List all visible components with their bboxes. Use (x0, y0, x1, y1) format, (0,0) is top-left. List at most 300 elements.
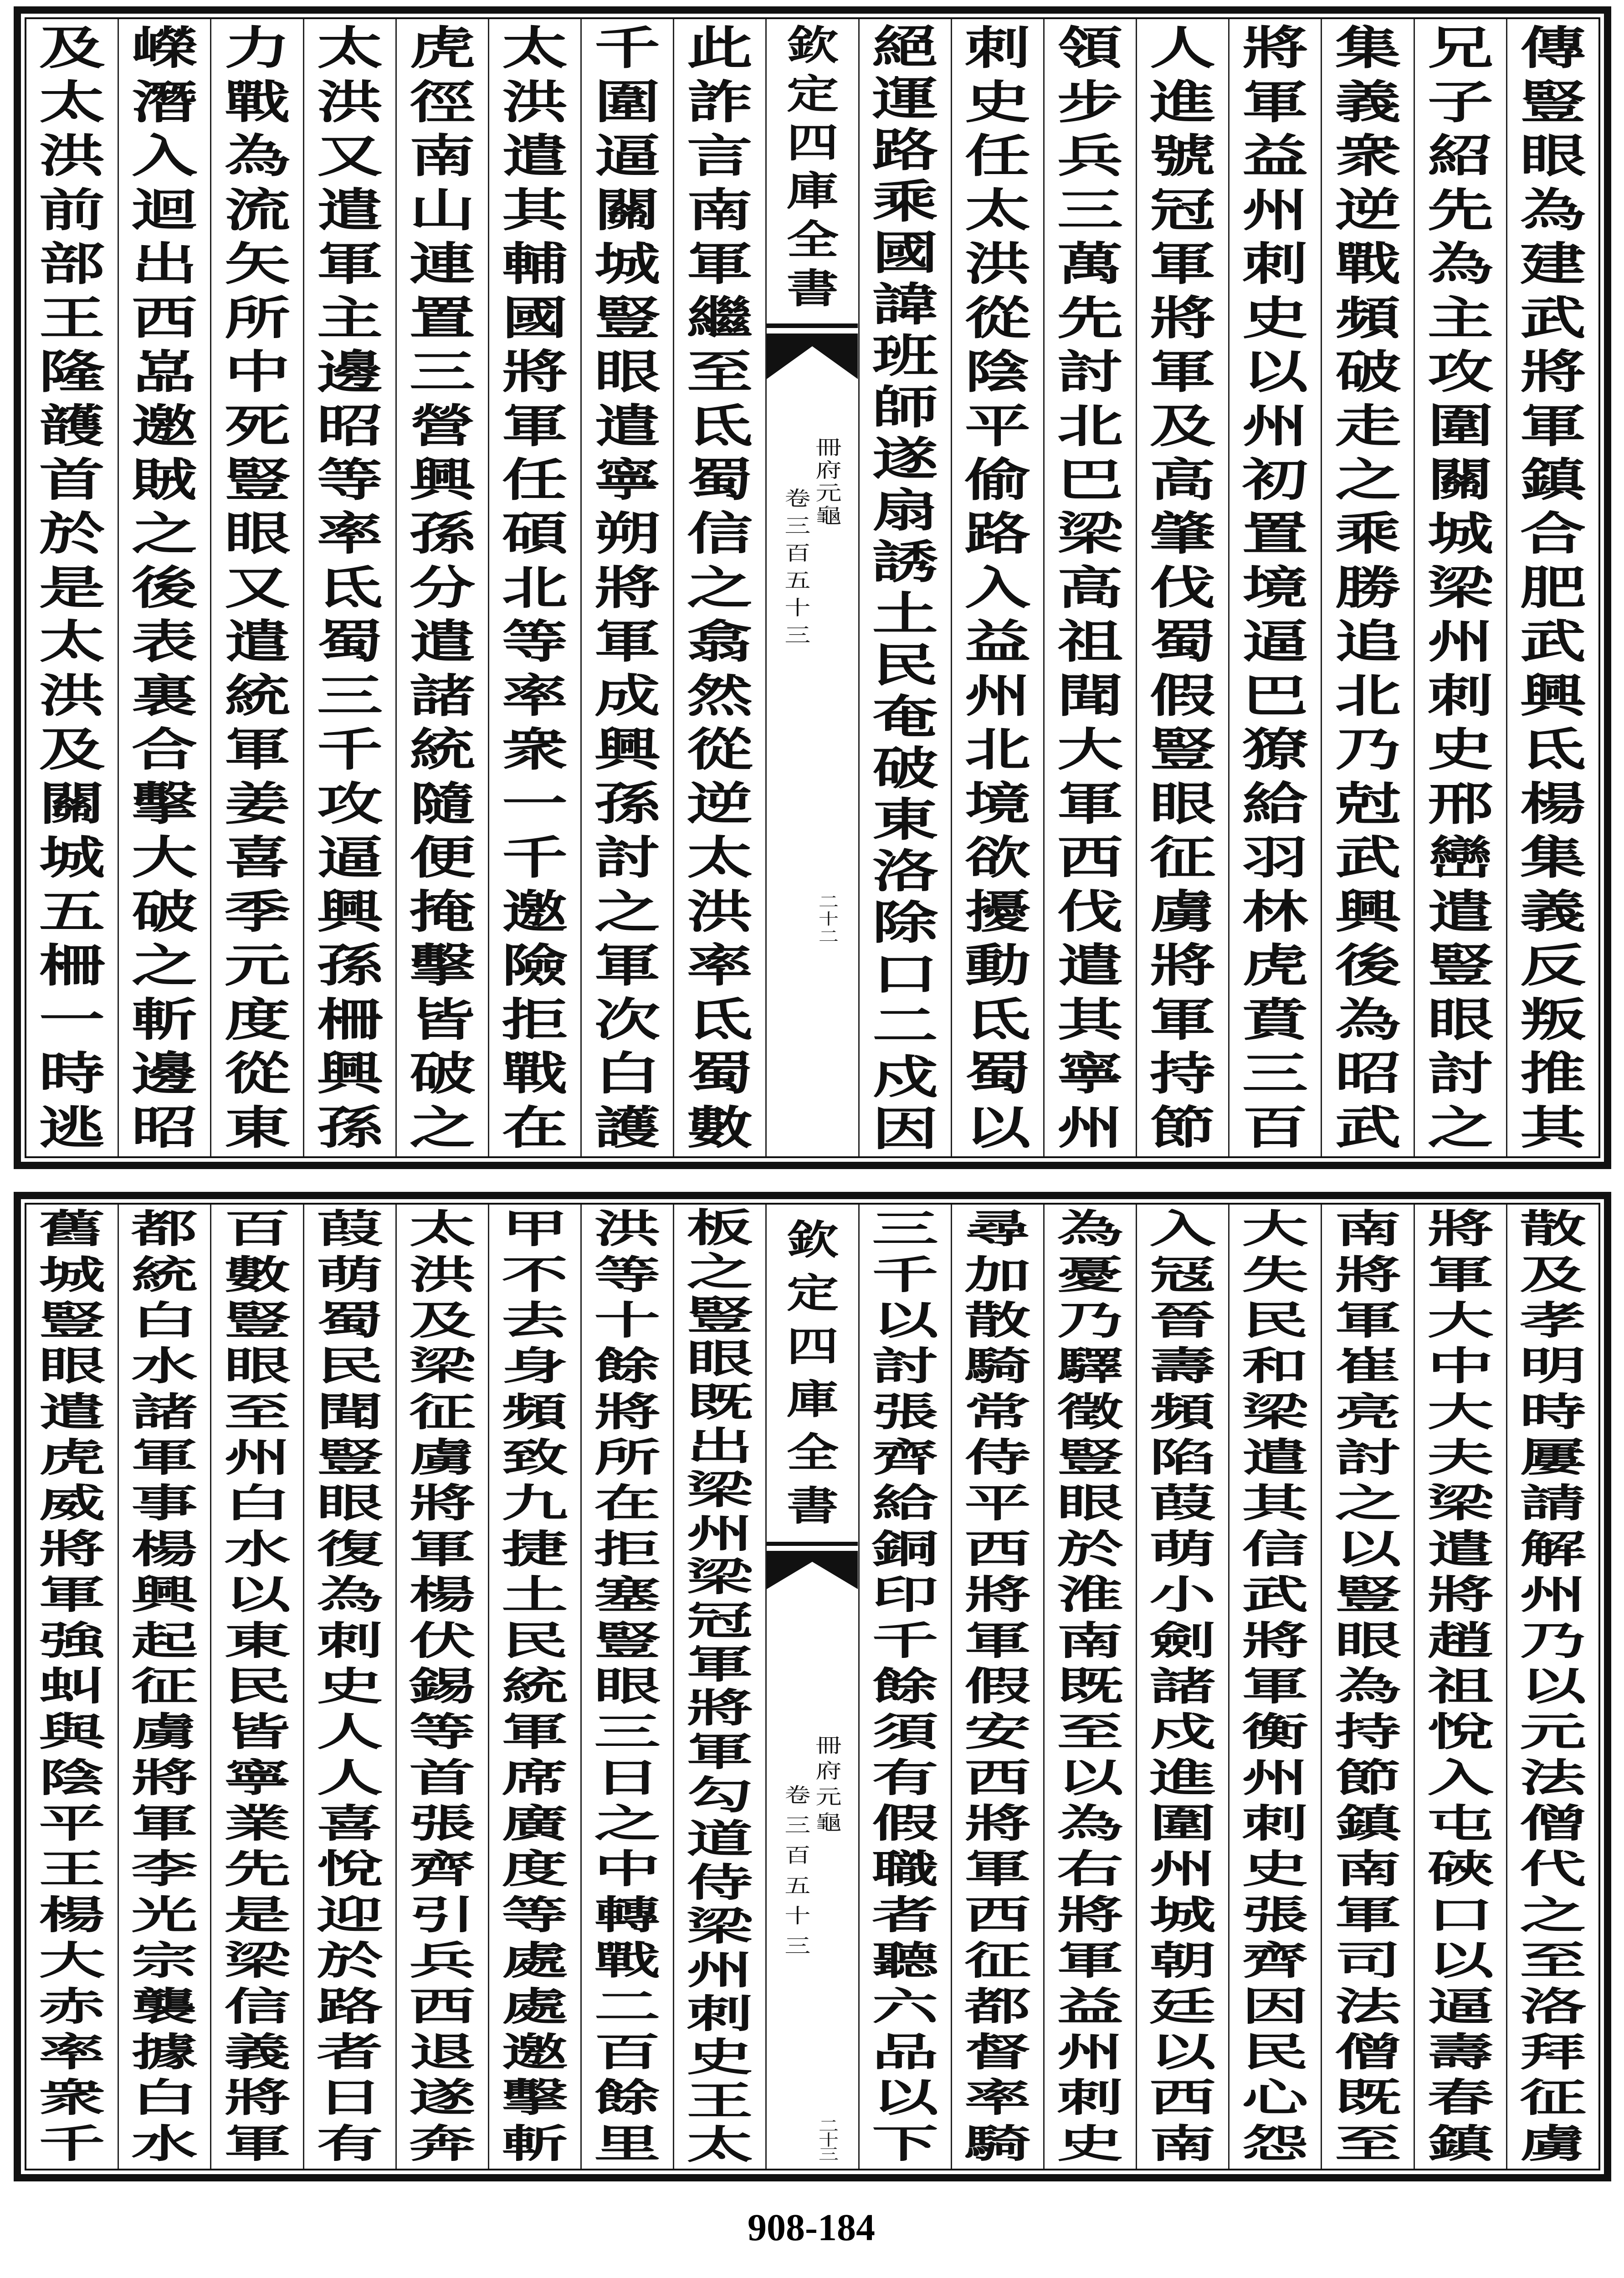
glyph: 節 (1334, 1755, 1401, 1801)
glyph: 史 (316, 1663, 383, 1709)
glyph: 前 (39, 183, 105, 237)
glyph: 肥 (1520, 560, 1586, 615)
glyph: 西 (131, 291, 198, 345)
glyph: 叛 (1520, 992, 1586, 1047)
glyph: 百 (784, 542, 811, 565)
glyph: 州 (1242, 183, 1308, 237)
glyph: 軍 (131, 1801, 198, 1847)
glyph: 二 (819, 2117, 839, 2135)
glyph: 太 (502, 21, 568, 75)
glyph: 信 (1242, 1526, 1309, 1572)
glyph: 為 (1056, 1206, 1124, 1252)
text-column (119, 1205, 211, 2169)
glyph: 大 (1427, 1389, 1494, 1435)
glyph: 遣 (1427, 1526, 1494, 1572)
glyph: 興 (409, 452, 476, 507)
glyph: 軍 (317, 237, 383, 291)
glyph: 巴 (1057, 452, 1123, 507)
glyph: 一 (39, 992, 105, 1047)
glyph: 人 (316, 1709, 383, 1755)
glyph: 事 (131, 1480, 198, 1527)
glyph: 者 (316, 2029, 383, 2075)
glyph: 之 (594, 884, 661, 939)
glyph: 至 (1056, 1709, 1124, 1755)
glyph: 屢 (1519, 1435, 1587, 1481)
glyph: 日 (594, 1755, 661, 1801)
glyph: 十 (784, 596, 811, 620)
glyph: 矢 (224, 237, 290, 291)
glyph: 時 (1519, 1389, 1587, 1435)
glyph: 冊 (815, 436, 842, 459)
glyph: 圍 (1427, 399, 1494, 453)
glyph: 洪 (594, 1206, 661, 1252)
glyph: 大 (39, 1938, 106, 1984)
glyph: 軍 (409, 1526, 476, 1572)
glyph: 關 (39, 776, 105, 831)
glyph: 衆 (502, 723, 568, 777)
glyph: 以 (1149, 2029, 1216, 2075)
glyph: 逼 (317, 831, 383, 885)
glyph: 繼 (686, 291, 753, 345)
glyph: 將 (594, 1389, 661, 1435)
glyph: 逼 (594, 129, 661, 183)
text-column (211, 1205, 304, 2169)
glyph: 張 (871, 1389, 938, 1435)
glyph: 中 (1427, 1343, 1494, 1390)
glyph: 洪 (39, 668, 105, 723)
glyph: 廣 (501, 1801, 569, 1847)
glyph: 眼 (224, 1343, 291, 1390)
glyph: 境 (964, 776, 1031, 831)
text-column (860, 1205, 952, 2169)
glyph: 軍 (1149, 345, 1216, 399)
glyph: 元 (224, 939, 290, 993)
glyph: 及 (1519, 1252, 1587, 1298)
text-column (397, 1205, 489, 2169)
glyph: 冦 (1149, 1252, 1216, 1298)
glyph: 百 (784, 1844, 811, 1868)
glyph: 首 (39, 452, 105, 507)
glyph: 徵 (1056, 1389, 1124, 1435)
glyph: 軍 (224, 2120, 291, 2167)
glyph: 喜 (316, 1801, 383, 1847)
glyph: 民 (1242, 1297, 1309, 1344)
glyph: 因 (872, 1102, 938, 1156)
glyph: 塞 (594, 1572, 661, 1618)
glyph: 等 (501, 1892, 569, 1938)
lower-half-page (14, 1192, 1611, 2181)
glyph: 以 (224, 1572, 291, 1618)
glyph: 中 (594, 1846, 661, 1893)
glyph: 孫 (317, 939, 383, 993)
glyph: 義 (1520, 884, 1586, 939)
leaf-number (816, 893, 841, 945)
glyph: 之 (686, 1248, 753, 1295)
glyph: 南 (686, 183, 753, 237)
glyph: 至 (686, 345, 753, 399)
glyph: 遣 (1427, 884, 1494, 939)
glyph: 二 (872, 999, 938, 1053)
glyph: 眼 (39, 1343, 106, 1390)
glyph: 尅 (1335, 776, 1401, 831)
glyph: 鎮 (1520, 452, 1586, 507)
glyph: 入 (1149, 1206, 1216, 1252)
glyph: 軍 (1149, 237, 1216, 291)
glyph: 進 (1149, 75, 1216, 129)
glyph: 討 (1057, 345, 1123, 399)
glyph: 於 (1056, 1526, 1124, 1572)
glyph: 將 (964, 1801, 1031, 1847)
glyph: 反 (1520, 939, 1586, 993)
glyph: 之 (1335, 452, 1401, 507)
glyph: 林 (1242, 884, 1308, 939)
text-column (674, 1205, 767, 2169)
glyph: 洪 (409, 1252, 476, 1298)
glyph: 史 (1242, 1846, 1309, 1893)
glyph: 義 (224, 2029, 291, 2075)
glyph: 巒 (1427, 831, 1494, 885)
glyph: 南 (409, 129, 476, 183)
glyph: 四 (786, 1322, 839, 1370)
glyph: 柵 (317, 992, 383, 1047)
glyph: 和 (1242, 1343, 1309, 1390)
glyph: 太 (686, 2121, 753, 2168)
series-title (767, 21, 858, 313)
glyph: 蜀 (686, 452, 753, 507)
glyph: 三 (1057, 183, 1123, 237)
glyph: 季 (224, 884, 290, 939)
series-title (767, 1213, 858, 1532)
glyph: 千 (317, 723, 383, 777)
glyph: 軍 (1334, 1297, 1401, 1344)
text-column (489, 19, 582, 1156)
glyph: 白 (594, 1047, 661, 1101)
glyph: 刺 (1427, 668, 1494, 723)
glyph: 十 (819, 2131, 839, 2150)
glyph: 梁 (224, 1938, 291, 1984)
glyph: 建 (1520, 237, 1586, 291)
glyph: 邢 (1427, 776, 1494, 831)
glyph: 品 (871, 2029, 938, 2075)
glyph: 王 (39, 1846, 106, 1893)
glyph: 擊 (501, 2075, 569, 2121)
glyph: 賁 (1242, 992, 1308, 1047)
glyph: 散 (964, 1297, 1031, 1344)
glyph: 水 (131, 1343, 198, 1390)
glyph: 武 (1520, 291, 1586, 345)
glyph: 悅 (1427, 1709, 1494, 1755)
glyph: 關 (594, 183, 661, 237)
glyph: 州 (964, 668, 1031, 723)
glyph: 有 (316, 2120, 383, 2167)
glyph: 入 (131, 129, 198, 183)
glyph: 白 (131, 1297, 198, 1344)
glyph: 關 (1427, 452, 1494, 507)
glyph: 領 (1057, 21, 1123, 75)
glyph: 其 (1520, 1100, 1586, 1154)
glyph: 冠 (1149, 183, 1216, 237)
glyph: 隨 (409, 776, 476, 831)
glyph: 州 (1242, 399, 1308, 453)
glyph: 為 (316, 1572, 383, 1618)
glyph: 諱 (872, 277, 938, 332)
glyph: 明 (1519, 1343, 1587, 1390)
glyph: 軍 (1056, 1938, 1124, 1984)
glyph: 百 (1242, 1100, 1308, 1154)
glyph: 洪 (317, 75, 383, 129)
glyph: 眼 (1056, 1480, 1124, 1527)
glyph: 卷 (784, 1784, 811, 1807)
glyph: 豎 (316, 1435, 383, 1481)
glyph: 力 (224, 21, 290, 75)
glyph: 龜 (815, 1811, 842, 1834)
glyph: 都 (131, 1206, 198, 1252)
glyph: 州 (1427, 615, 1494, 669)
glyph: 府 (815, 459, 842, 482)
glyph: 持 (1149, 1047, 1216, 1101)
glyph: 虯 (39, 1663, 106, 1709)
text-column (582, 1205, 674, 2169)
glyph: 討 (1427, 1047, 1494, 1101)
text-column (489, 1205, 582, 2169)
glyph: 齊 (1242, 1938, 1309, 1984)
glyph: 後 (131, 560, 198, 615)
glyph: 表 (131, 615, 198, 669)
glyph: 水 (131, 2120, 198, 2167)
glyph: 元 (815, 1785, 842, 1809)
glyph: 勝 (1335, 560, 1401, 615)
glyph: 常 (964, 1389, 1031, 1435)
glyph: 城 (39, 1252, 106, 1298)
text-column (1415, 1205, 1507, 2169)
glyph: 卷 (784, 487, 811, 510)
glyph: 將 (409, 1480, 476, 1527)
text-column (304, 19, 397, 1156)
glyph: 都 (964, 1983, 1031, 2030)
glyph: 衡 (1242, 1709, 1309, 1755)
glyph: 豎 (224, 1297, 291, 1344)
glyph: 邀 (502, 884, 568, 939)
glyph: 楊 (39, 1892, 106, 1938)
glyph: 率 (686, 939, 753, 993)
glyph: 是 (224, 1892, 291, 1938)
glyph: 北 (1335, 668, 1401, 723)
glyph: 遣 (502, 129, 568, 183)
glyph: 西 (1057, 831, 1123, 885)
glyph: 刺 (1242, 1801, 1309, 1847)
glyph: 四 (786, 118, 839, 166)
glyph: 假 (964, 1663, 1031, 1709)
glyph: 既 (686, 1380, 753, 1426)
glyph: 楊 (1520, 776, 1586, 831)
glyph: 豎 (1334, 1572, 1401, 1618)
glyph: 姜 (224, 776, 290, 831)
glyph: 東 (224, 1100, 290, 1154)
glyph: 邊 (131, 1047, 198, 1101)
glyph: 屯 (1427, 1801, 1494, 1847)
glyph: 衆 (1335, 129, 1401, 183)
glyph: 起 (131, 1617, 198, 1664)
glyph: 將 (1149, 939, 1216, 993)
glyph: 征 (131, 1663, 198, 1709)
glyph: 統 (224, 668, 290, 723)
glyph: 高 (1057, 560, 1123, 615)
glyph: 三 (784, 624, 811, 647)
glyph: 解 (1519, 1526, 1587, 1572)
glyph: 民 (224, 1663, 291, 1709)
glyph: 師 (872, 380, 938, 435)
glyph: 頻 (1335, 291, 1401, 345)
glyph: 刺 (316, 1617, 383, 1664)
glyph: 及 (39, 21, 105, 75)
glyph: 數 (686, 1100, 753, 1154)
glyph: 兵 (1057, 129, 1123, 183)
text-column (1230, 1205, 1322, 2169)
juan-number (785, 1780, 810, 1961)
glyph: 騎 (964, 1343, 1031, 1390)
glyph: 遂 (409, 2075, 476, 2121)
glyph: 遣 (1242, 1435, 1309, 1481)
glyph: 推 (1520, 1047, 1586, 1101)
glyph: 南 (1056, 1617, 1124, 1664)
glyph: 此 (686, 21, 753, 75)
glyph: 言 (686, 129, 753, 183)
glyph: 硤 (1427, 1846, 1494, 1893)
glyph: 水 (224, 1526, 291, 1572)
glyph: 軍 (964, 1846, 1031, 1893)
glyph: 集 (1520, 831, 1586, 885)
glyph: 舊 (39, 1206, 106, 1252)
glyph: 路 (872, 123, 938, 177)
glyph: 軍 (131, 1435, 198, 1481)
glyph: 三 (784, 1934, 811, 1958)
glyph: 二 (819, 893, 839, 911)
fishtail-ornament-icon (767, 323, 858, 384)
glyph: 率 (964, 2075, 1031, 2121)
glyph: 南 (1149, 2120, 1216, 2167)
glyph: 復 (316, 1526, 383, 1572)
glyph: 與 (39, 1709, 106, 1755)
glyph: 豎 (1056, 1435, 1124, 1481)
glyph: 所 (224, 291, 290, 345)
glyph: 獠 (1242, 723, 1308, 777)
glyph: 太 (686, 831, 753, 885)
text-column (397, 19, 489, 1156)
glyph: 伐 (1149, 560, 1216, 615)
glyph: 隆 (39, 345, 105, 399)
glyph: 征 (1149, 831, 1216, 885)
glyph: 進 (1149, 1755, 1216, 1801)
text-column (1415, 19, 1507, 1156)
glyph: 強 (39, 1617, 106, 1664)
glyph: 益 (964, 615, 1031, 669)
leaf-number (816, 2119, 841, 2162)
glyph: 洪 (964, 237, 1031, 291)
glyph: 里 (594, 2120, 661, 2167)
glyph: 引 (409, 1892, 476, 1938)
glyph: 梁 (686, 1467, 753, 1513)
glyph: 道 (686, 1816, 753, 1862)
glyph: 其 (502, 183, 568, 237)
glyph: 光 (131, 1892, 198, 1938)
glyph: 州 (1242, 1755, 1309, 1801)
glyph: 戍 (1149, 1709, 1216, 1755)
glyph: 氐 (317, 560, 383, 615)
glyph: 逆 (1335, 183, 1401, 237)
glyph: 羽 (1242, 831, 1308, 885)
glyph: 陰 (39, 1755, 106, 1801)
text-column (26, 1205, 119, 2169)
glyph: 等 (409, 1709, 476, 1755)
glyph: 劍 (1149, 1617, 1216, 1664)
glyph: 加 (964, 1252, 1031, 1298)
glyph: 討 (1334, 1435, 1401, 1481)
glyph: 義 (1335, 75, 1401, 129)
glyph: 之 (1334, 1480, 1401, 1527)
glyph: 軍 (1334, 1892, 1401, 1938)
glyph: 平 (964, 399, 1031, 453)
glyph: 三 (819, 2145, 839, 2164)
glyph: 憂 (1056, 1252, 1124, 1298)
glyph: 諸 (131, 1389, 198, 1435)
text-column (952, 1205, 1045, 2169)
glyph: 千 (594, 21, 661, 75)
glyph: 先 (1427, 183, 1494, 237)
glyph: 圍 (594, 75, 661, 129)
glyph: 高 (1149, 452, 1216, 507)
glyph: 等 (317, 452, 383, 507)
glyph: 虎 (39, 1435, 106, 1481)
glyph: 侍 (964, 1435, 1031, 1481)
glyph: 軍 (39, 1572, 106, 1618)
glyph: 流 (224, 183, 290, 237)
glyph: 大 (1242, 1206, 1309, 1252)
glyph: 鎮 (1427, 2120, 1494, 2167)
glyph: 戍 (872, 1050, 938, 1104)
glyph: 軍 (1520, 399, 1586, 453)
glyph: 主 (1427, 291, 1494, 345)
glyph: 之 (594, 1801, 661, 1847)
glyph: 五 (784, 1874, 811, 1898)
glyph: 初 (1242, 452, 1308, 507)
glyph: 統 (501, 1663, 569, 1709)
glyph: 六 (871, 1983, 938, 2030)
glyph: 至 (224, 1389, 291, 1435)
glyph: 運 (872, 71, 938, 125)
glyph: 王 (686, 2078, 753, 2124)
glyph: 民 (1242, 2029, 1309, 2075)
glyph: 朔 (594, 507, 661, 561)
glyph: 給 (871, 1480, 938, 1527)
glyph: 民 (501, 1617, 569, 1664)
glyph: 勾 (686, 1772, 753, 1819)
glyph: 逆 (686, 776, 753, 831)
glyph: 從 (686, 723, 753, 777)
glyph: 逃 (39, 1100, 105, 1154)
glyph: 州 (686, 1947, 753, 1993)
glyph: 成 (594, 668, 661, 723)
glyph: 陷 (1149, 1435, 1216, 1481)
glyph: 職 (871, 1846, 938, 1893)
glyph: 軍 (502, 399, 568, 453)
glyph: 刺 (686, 1991, 753, 2037)
glyph: 趙 (1427, 1617, 1494, 1664)
glyph: 五 (784, 569, 811, 592)
glyph: 遣 (1057, 939, 1123, 993)
glyph: 大 (1427, 1297, 1494, 1344)
glyph: 破 (1335, 345, 1401, 399)
glyph: 葭 (1149, 1480, 1216, 1527)
